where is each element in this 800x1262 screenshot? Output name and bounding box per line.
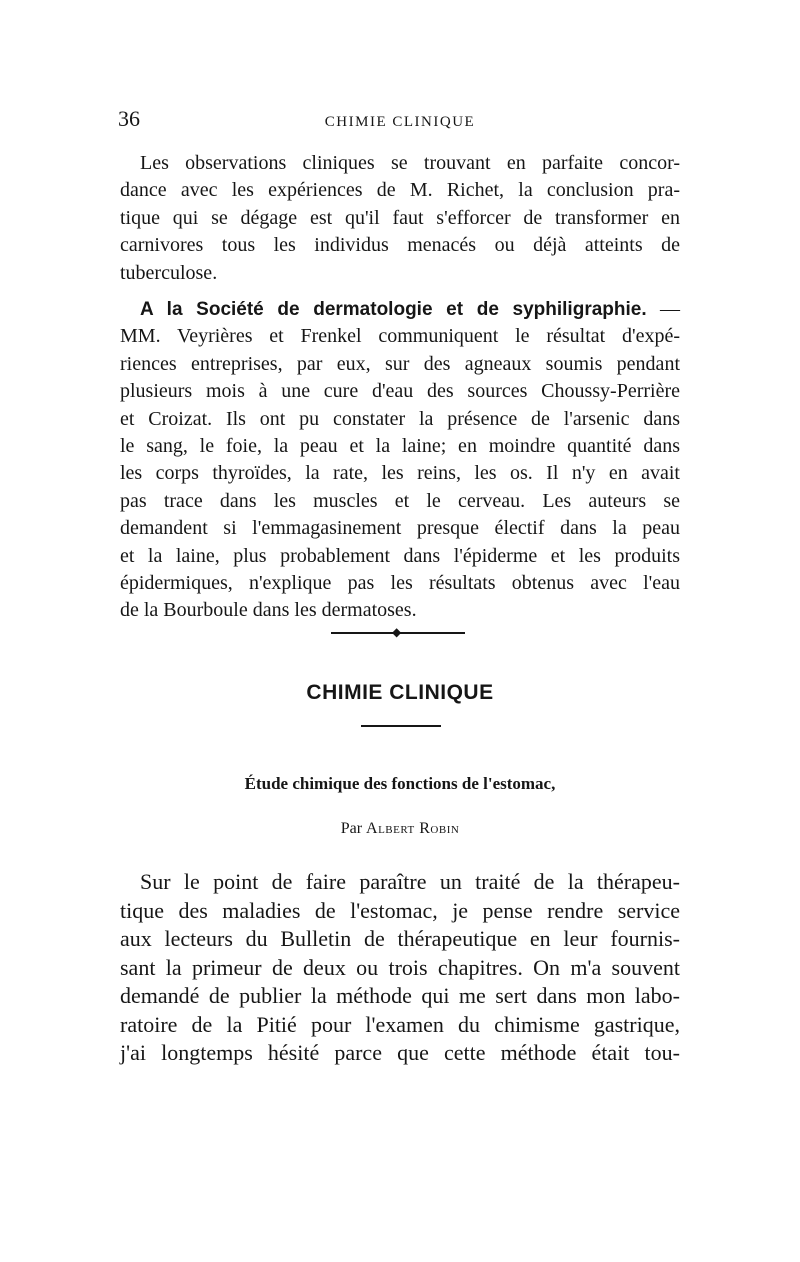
page-number: 36	[118, 106, 140, 131]
text-line: Les observations cliniques se trouvant en parfaite concor-	[140, 152, 680, 174]
text-line: plusieurs mois à une cure d'eau des sources Choussy-Perrière	[120, 380, 680, 403]
text-line: Sur le point de faire paraître un traité de la thérapeu-	[140, 869, 680, 894]
divider-diamond-icon: ◆	[392, 625, 402, 639]
text-line: ratoire de la Pitié pour l'examen du chimisme gastrique,	[120, 1011, 680, 1037]
text-line: épidermiques, n'explique pas les résultats obtenus avec l'eau	[120, 572, 680, 595]
article-title: Étude chimique des fonctions de l'estomac,	[244, 774, 556, 793]
author-name: Albert Robin	[366, 820, 460, 837]
text-line: sant la primeur de deux ou trois chapitres. On m'a souvent	[120, 954, 680, 980]
text-line: MM. Veyrières et Frenkel communiquent le résultat d'expé-	[120, 325, 680, 348]
text-line: dance avec les expériences de M. Richet, la conclusion pra-	[120, 179, 680, 202]
text-line: riences entreprises, par eux, sur des agneaux soumis pendant	[120, 352, 680, 375]
text-line: tique qui se dégage est qu'il faut s'efforcer de transformer en	[120, 206, 680, 229]
heading-dash: —	[646, 298, 680, 320]
text-line: tuberculose.	[120, 261, 218, 284]
text-line: demandé de publier la méthode qui me sert dans mon labo-	[120, 983, 680, 1008]
paragraph-dermatology	[120, 296, 680, 625]
text-line: le sang, le foie, la peau et la laine; en moindre quantité dans	[120, 435, 680, 458]
paragraph-article-body	[120, 868, 680, 1068]
section-title: CHIMIE CLINIQUE	[306, 681, 494, 704]
text-line: demandent si l'emmagasinement presque électif dans la peau	[120, 517, 680, 540]
text-line: aux lecteurs du Bulletin de thérapeutique en leur fournis-	[120, 926, 680, 951]
author-prefix: Par	[340, 820, 367, 837]
society-heading: A la Société de dermatologie et de syphiligraphie.	[140, 299, 647, 320]
running-head: CHIMIE CLINIQUE	[324, 114, 476, 130]
paragraph-tuberculosis	[120, 150, 680, 287]
article-author	[0, 820, 800, 838]
text-line: carnivores tous les individus menacés ou déjà atteints de	[120, 234, 680, 257]
text-line: les corps thyroïdes, la rate, les reins, les os. Il n'y en avait	[120, 462, 680, 485]
text-line	[120, 296, 680, 323]
text-line: tique des maladies de l'estomac, je pense rendre service	[120, 897, 680, 923]
text-line: pas trace dans les muscles et le cerveau. Les auteurs se	[120, 489, 680, 512]
text-line: j'ai longtemps hésité parce que cette méthode était tou-	[120, 1040, 680, 1065]
section-rule	[361, 725, 441, 727]
text-line: et la laine, plus probablement dans l'épiderme et les produits	[120, 544, 680, 567]
text-line: de la Bourboule dans les dermatoses.	[120, 599, 417, 622]
text-line: et Croizat. Ils ont pu constater la présence de l'arsenic dans	[120, 407, 680, 430]
